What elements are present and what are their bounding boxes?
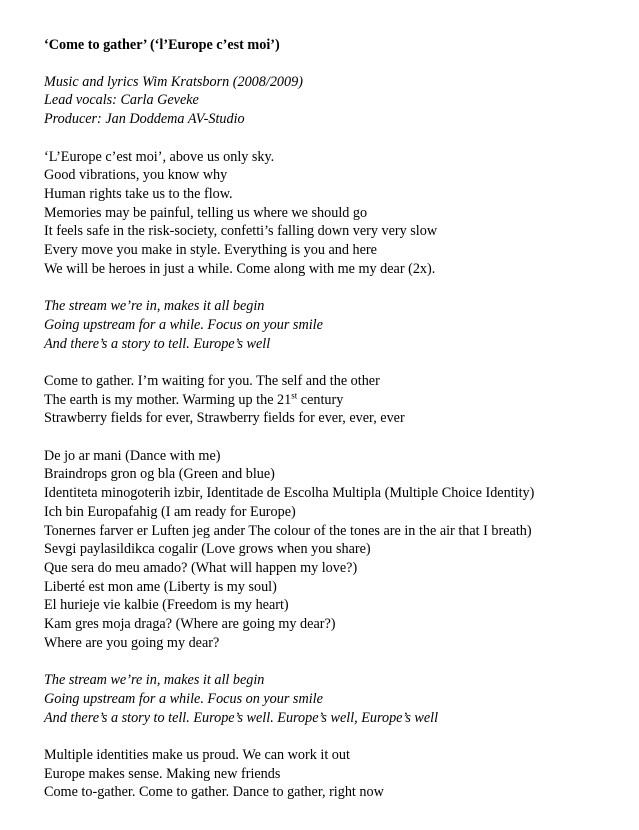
lyric-line: Multiple identities make us proud. We can work it out [44,746,350,763]
lyric-line: The stream we’re in, makes it all begin [44,672,265,689]
lyric-text: The earth is my mother. Warming up the 21 [44,391,292,408]
lyrics-document [44,36,634,821]
lyric-line: De jo ar mani (Dance with me) [44,447,221,464]
lyric-line: Tonernes farver er Luften jeg ander The colour of the tones are in the air that I breath) [44,522,532,539]
lyric-line: Kam gres moja draga? (Where are going my dear?) [44,616,336,633]
song-title: ‘Come to gather’ (‘l’Europe c’est moi’) [44,37,280,53]
lyric-line: Every move you make in style. Everything is you and here [44,242,377,259]
lyric-line: Where are you going my dear? [44,634,220,651]
outro [44,746,634,802]
lyric-line: Come to-gather. Come to gather. Dance to gather, right now [44,784,384,801]
credit-lead-vocals: Lead vocals: Carla Geveke [44,92,199,109]
lyric-line: El hurieje vie kalbie (Freedom is my heart) [44,597,289,614]
lyric-line: Ich bin Europafahig (I am ready for Europe) [44,503,296,520]
lyric-line: And there’s a story to tell. Europe’s well [44,335,271,352]
lyric-line: We will be heroes in just a while. Come along with me my dear (2x). [44,260,436,277]
lyric-line: Braindrops gron og bla (Green and blue) [44,466,275,483]
lyric-line: Going upstream for a while. Focus on your smile [44,316,323,333]
multilingual-verse [44,447,634,653]
lyric-line: The stream we’re in, makes it all begin [44,298,265,315]
ordinal-suffix: st [291,389,298,400]
credit-producer: Producer: Jan Doddema AV-Studio [44,111,245,128]
lyric-line: And there’s a story to tell. Europe’s well. Europe’s well, Europe’s well [44,709,439,726]
lyric-line: Strawberry fields for ever, Strawberry fields for ever, ever, ever [44,410,405,427]
lyric-line: Memories may be painful, telling us where we should go [44,204,368,221]
lyric-line: Europe makes sense. Making new friends [44,765,281,782]
lyric-line: Sevgi paylasildikca cogalir (Love grows when you share) [44,541,371,558]
credit-music-lyrics: Music and lyrics Wim Kratsborn (2008/2009) [44,73,303,90]
lyric-line [44,391,634,410]
lyric-line: Liberté est mon ame (Liberty is my soul) [44,578,277,595]
lyric-line: Going upstream for a while. Focus on your smile [44,690,323,707]
lyric-line: ‘L’Europe c’est moi’, above us only sky. [44,148,275,165]
lyric-text: century [297,391,344,408]
lyric-line: Identiteta minogoterih izbir, Identitade de Escolha Multipla (Multiple Choice Identity) [44,485,535,502]
lyric-line: Come to gather. I’m waiting for you. The self and the other [44,372,380,389]
credits-block [44,73,634,129]
verse-2 [44,372,634,428]
verse-1 [44,148,634,279]
lyric-line: Good vibrations, you know why [44,167,228,184]
chorus-1 [44,297,634,353]
lyric-line: Que sera do meu amado? (What will happen my love?) [44,559,358,576]
lyric-line: It feels safe in the risk-society, confetti’s falling down very very slow [44,223,438,240]
lyric-line: Human rights take us to the flow. [44,185,233,202]
chorus-2 [44,671,634,727]
